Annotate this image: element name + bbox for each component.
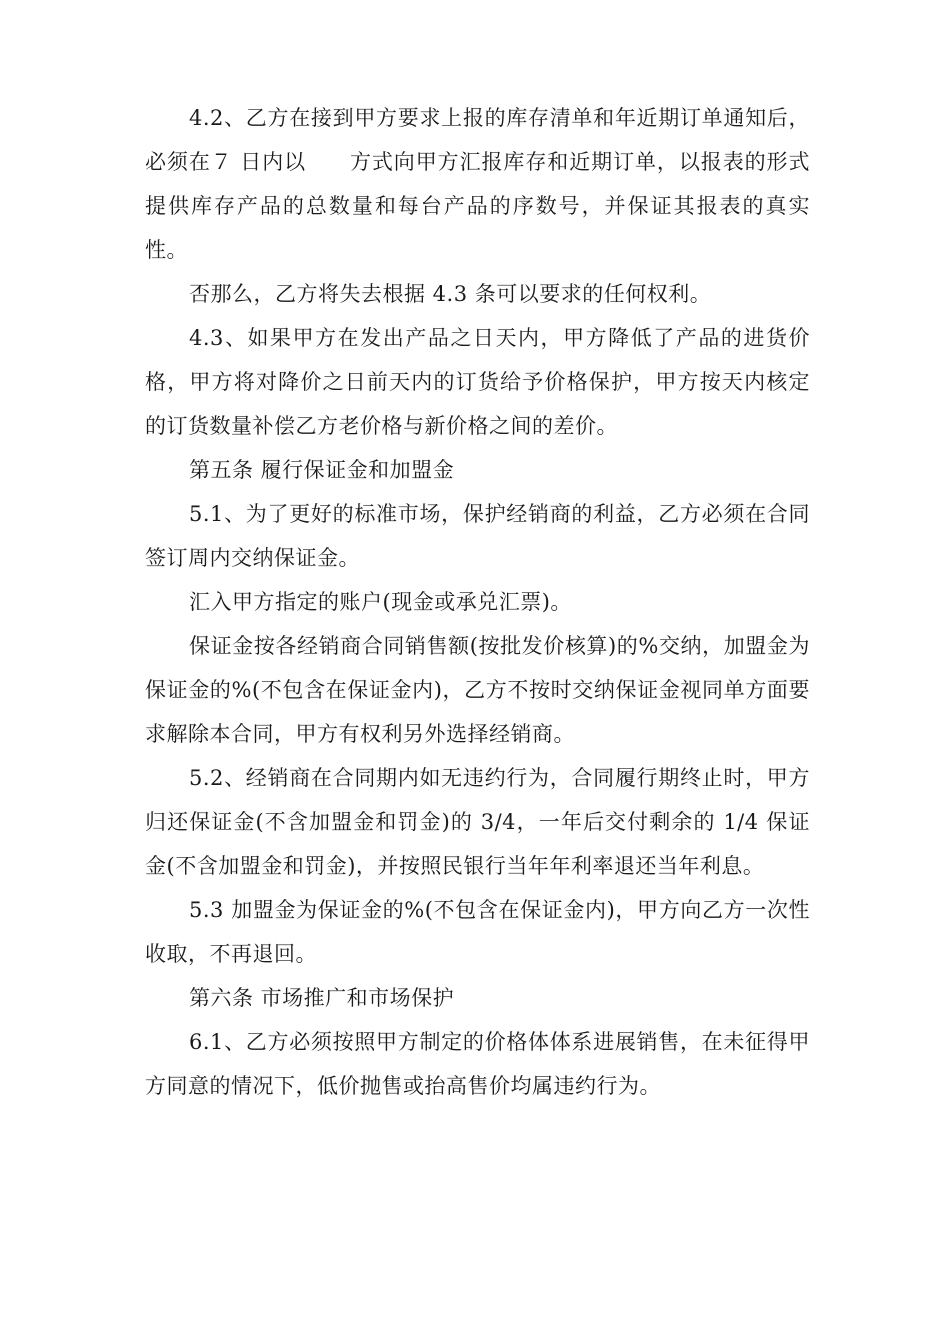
paragraph-4-3: 4.3、如果甲方在发出产品之日天内，甲方降低了产品的进货价格，甲方将对降价之日前天内的订货给予价格保护，甲方按天内核定的订货数量补偿乙方老价格与新价格之间的差价。	[145, 326, 810, 438]
paragraph-5-1-account: 汇入甲方指定的账户(现金或承兑汇票)。	[189, 590, 572, 614]
paragraph-4-2-note: 否那么，乙方将失去根据 4.3 条可以要求的任何权利。	[189, 282, 712, 306]
paragraph-5-2: 5.2、经销商在合同期内如无违约行为，合同履行期终止时，甲方归还保证金(不含加盟金和罚金)的 3/4，一年后交付剩余的 1/4 保证金(不含加盟金和罚金)，并按照民银行当年年利率退还当年利息。	[145, 766, 810, 878]
paragraph-5-1-deposit: 保证金按各经销商合同销售额(按批发价核算)的%交纳，加盟金为保证金的%(不包含在保证金内)，乙方不按时交纳保证金视同单方面要求解除本合同，甲方有权利另外选择经销商。	[145, 634, 810, 746]
paragraph-4-2: 4.2、乙方在接到甲方要求上报的库存清单和年近期订单通知后，必须在７ 日内以 方式向甲方汇报库存和近期订单，以报表的形式提供库存产品的总数量和每台产品的序数号，并保证其报表的真实性。	[145, 106, 810, 262]
article-5-heading: 第五条 履行保证金和加盟金	[189, 458, 455, 482]
paragraph-5-3: 5.3 加盟金为保证金的%(不包含在保证金内)，甲方向乙方一次性收取，不再退回。	[145, 898, 810, 966]
article-6-heading: 第六条 市场推广和市场保护	[189, 986, 455, 1010]
paragraph-6-1: 6.1、乙方必须按照甲方制定的价格体体系进展销售，在未征得甲方同意的情况下，低价抛售或抬高售价均属违约行为。	[145, 1030, 810, 1098]
paragraph-5-1: 5.1、为了更好的标准市场，保护经销商的利益，乙方必须在合同签订周内交纳保证金。	[145, 502, 810, 570]
document-body	[145, 96, 810, 1108]
